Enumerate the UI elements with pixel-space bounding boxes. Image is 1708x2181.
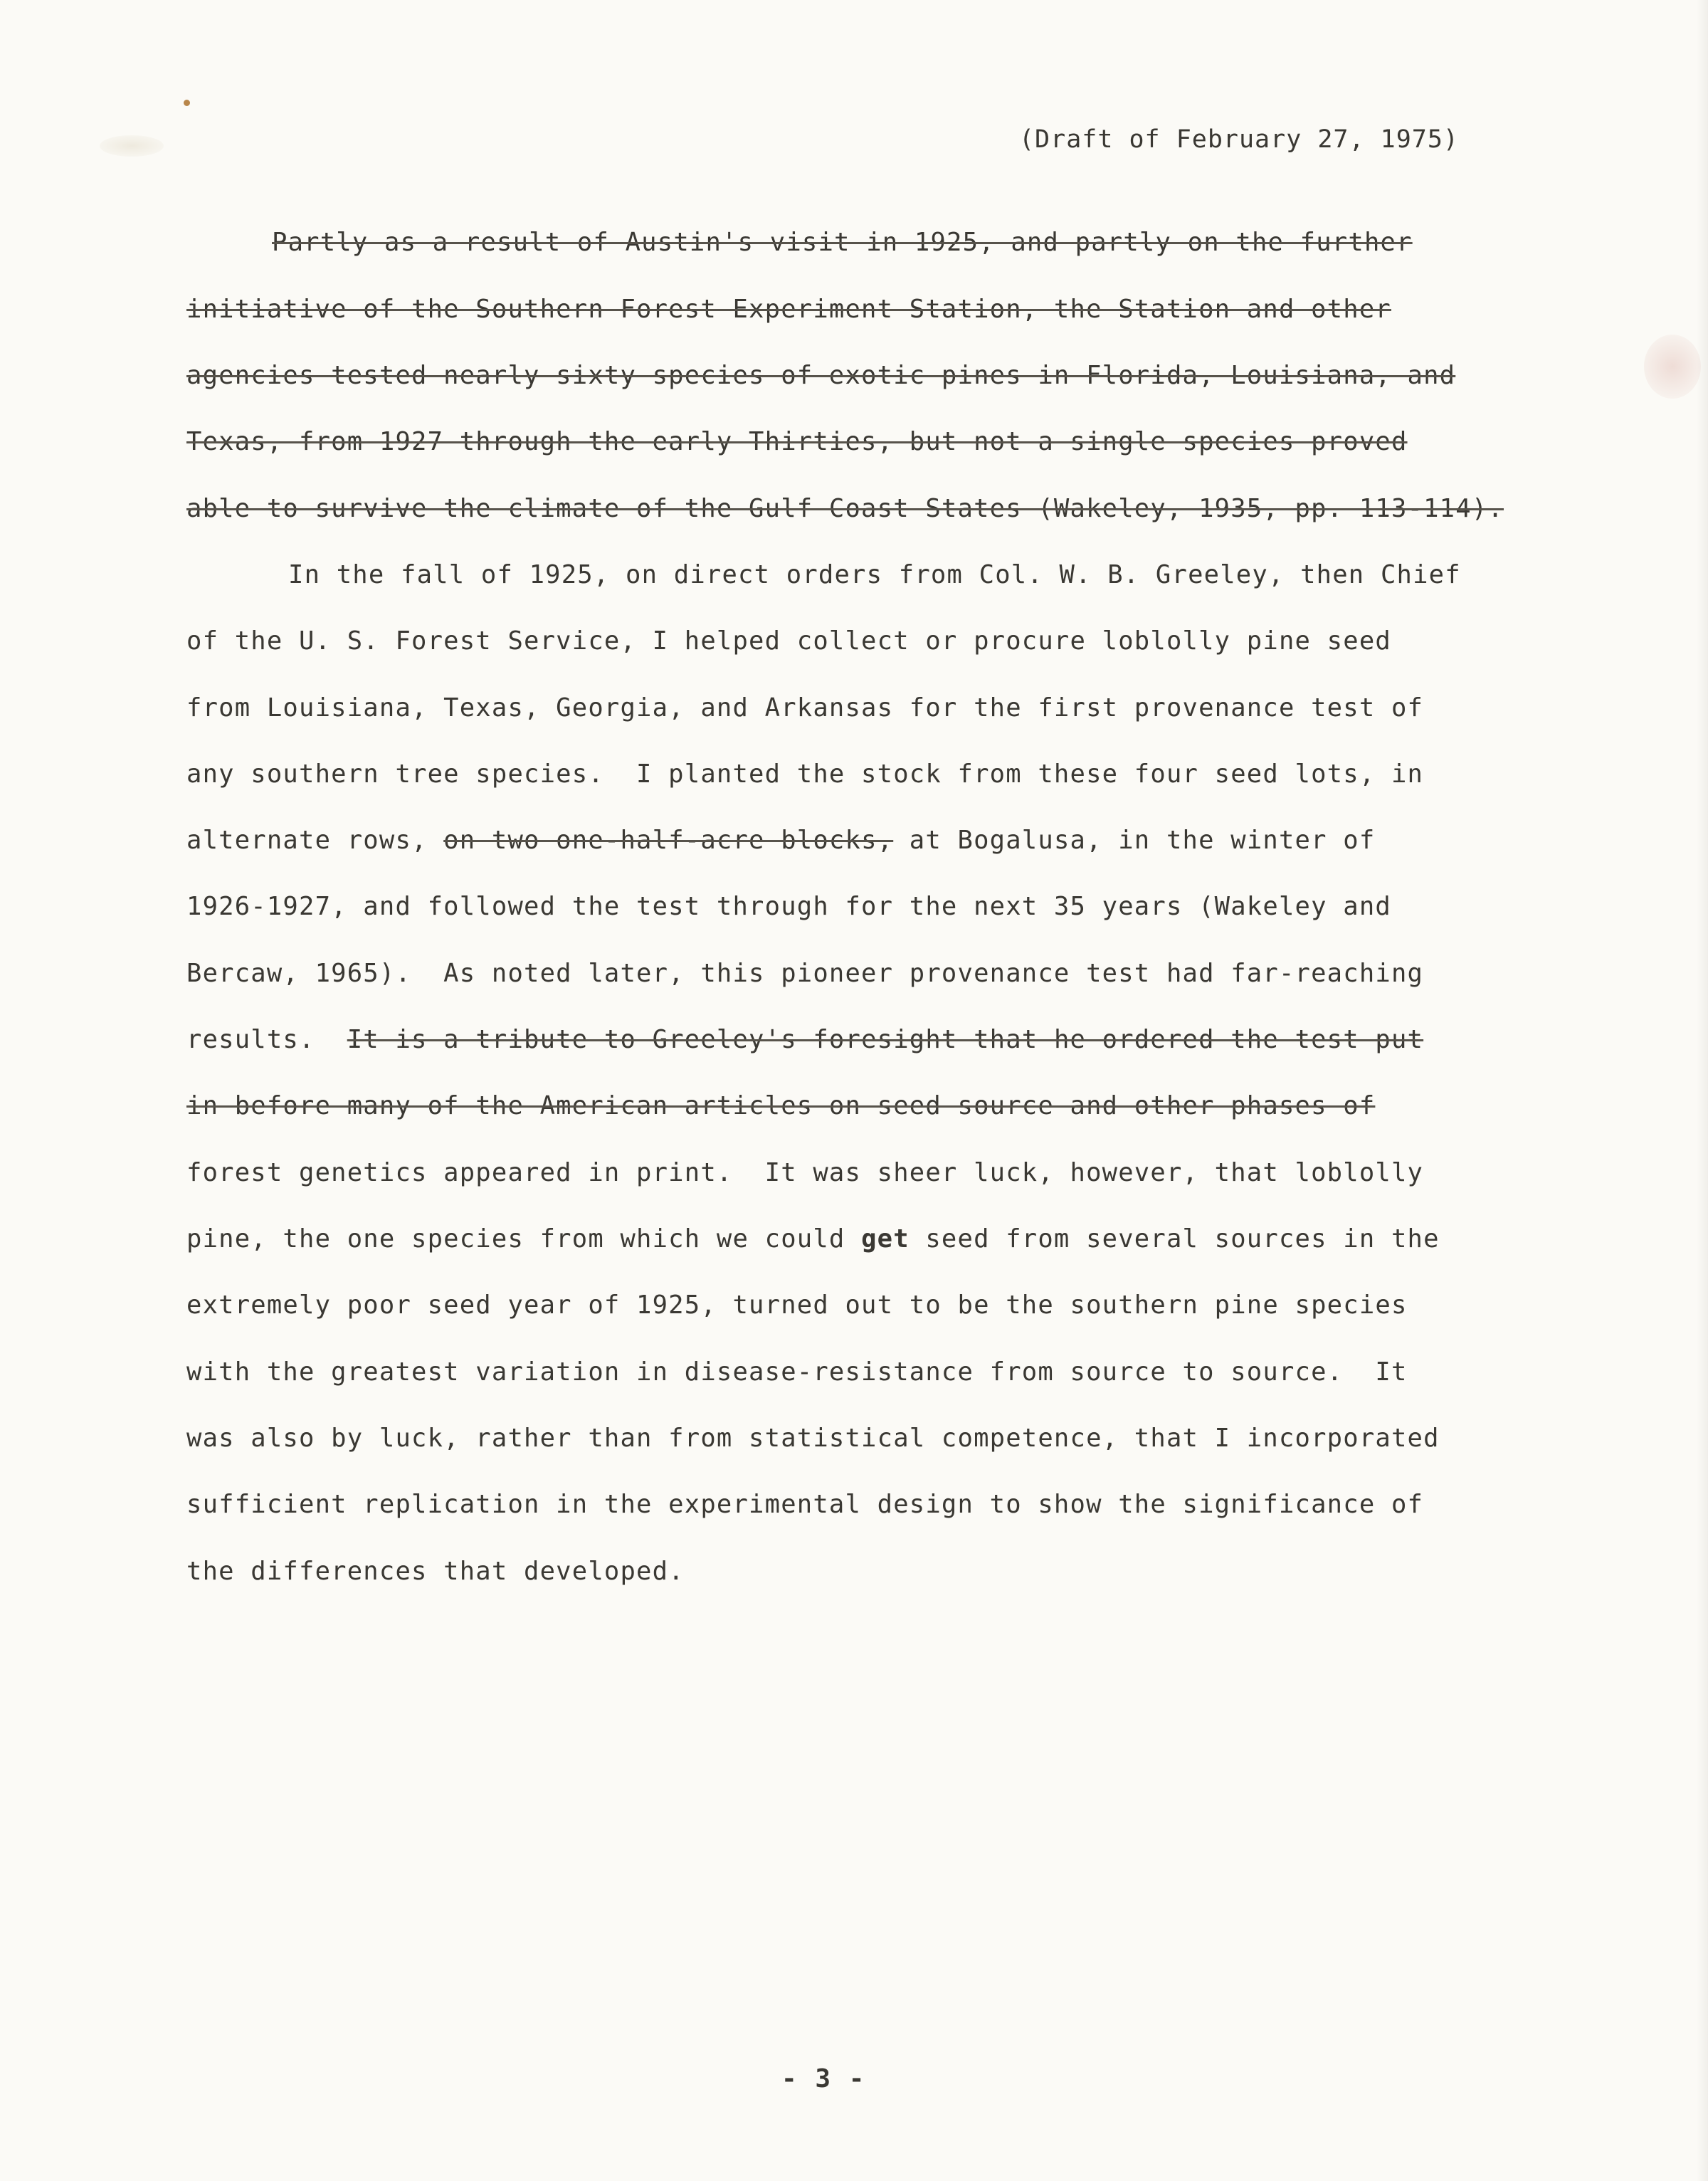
line-text: alternate rows, (186, 826, 444, 855)
paragraph2-line: was also by luck, rather than from statistical competence, that I incorporated (186, 1424, 1440, 1453)
paragraph2-line (186, 828, 1375, 853)
bold-word: get (861, 1224, 910, 1254)
paragraph2-line: with the greatest variation in disease-resistance from source to source. It (186, 1357, 1408, 1387)
struck-text: in before many of the American articles on seed source and other phases of (186, 1091, 1376, 1120)
paragraph2-line: sufficient replication in the experimental design to show the significance of (186, 1490, 1424, 1519)
draft-date: (Draft of February 27, 1975) (1018, 125, 1459, 154)
paper-smudge (100, 135, 164, 157)
line-text: results. (186, 1025, 347, 1054)
line-text: at Bogalusa, in the winter of (893, 826, 1376, 855)
paragraph2-line: the differences that developed. (186, 1557, 685, 1586)
line-text: pine, the one species from which we could (186, 1224, 862, 1254)
paragraph2-line: extremely poor seed year of 1925, turned out to be the southern pine species (186, 1291, 1408, 1320)
line-text: seed from several sources in the (909, 1224, 1440, 1254)
paragraph2-line: Bercaw, 1965). As noted later, this pioneer provenance test had far-reaching (186, 959, 1424, 988)
paragraph1-line: Texas, from 1927 through the early Thirties, but not a single species proved (186, 427, 1408, 456)
paragraph1-line: Partly as a result of Austin's visit in 1925, and partly on the further (272, 228, 1413, 257)
paragraph1-line: initiative of the Southern Forest Experiment Station, the Station and other (186, 295, 1391, 324)
paragraph2-line: any southern tree species. I planted the stock from these four seed lots, in (186, 760, 1424, 789)
paragraph2-line (186, 1027, 1423, 1053)
struck-text: It is a tribute to Greeley's foresight that he ordered the test put (347, 1025, 1424, 1054)
struck-text: on two one-half-acre blocks, (443, 826, 894, 855)
paragraph2-line: of the U. S. Forest Service, I helped collect or procure loblolly pine seed (186, 626, 1391, 656)
paper-stain (1644, 335, 1701, 399)
paragraph2-line: In the fall of 1925, on direct orders from Col. W. B. Greeley, then Chief (288, 560, 1461, 589)
paragraph1-line: able to survive the climate of the Gulf Coast States (Wakeley, 1935, pp. 113-114). (186, 494, 1504, 523)
paragraph1-line: agencies tested nearly sixty species of exotic pines in Florida, Louisiana, and (186, 361, 1456, 390)
paragraph2-line: forest genetics appeared in print. It was sheer luck, however, that loblolly (186, 1158, 1424, 1187)
paragraph2-line: 1926-1927, and followed the test through for the next 35 years (Wakeley and (186, 892, 1391, 921)
paragraph2-line: from Louisiana, Texas, Georgia, and Arkansas for the first provenance test of (186, 693, 1424, 722)
page-number: - 3 - (781, 2064, 866, 2093)
paragraph2-line (186, 1226, 1440, 1252)
ink-spot (184, 100, 190, 106)
page-edge-shadow (1697, 0, 1708, 2181)
paragraph2-line (186, 1093, 1375, 1119)
